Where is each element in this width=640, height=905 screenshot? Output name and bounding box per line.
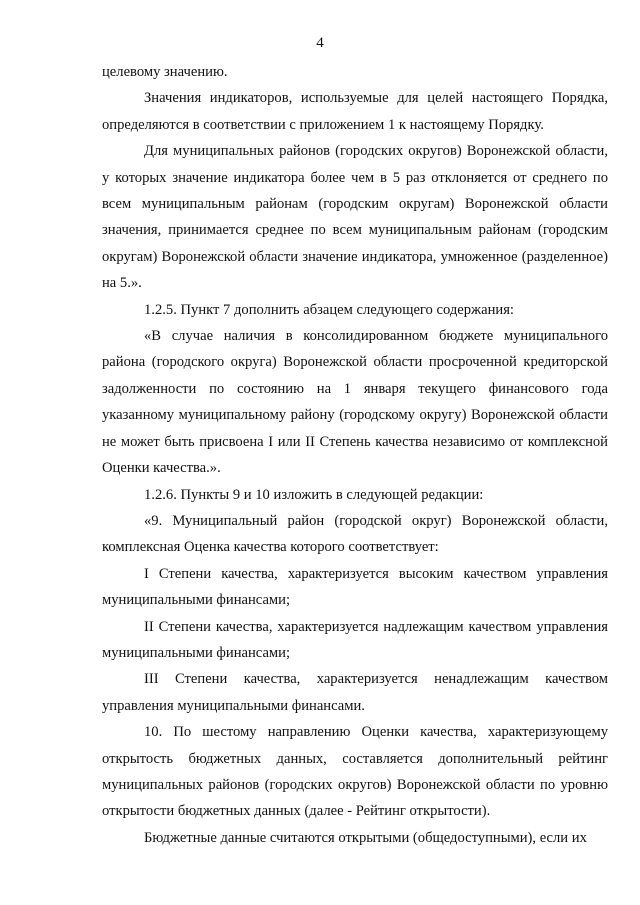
paragraph-degree-1: I Степени качества, характеризуется высоким качеством управления муниципальными финансами; xyxy=(102,565,608,609)
paragraph-open-data: Бюджетные данные считаются открытыми (общедоступными), если их xyxy=(144,829,587,846)
paragraph-deviation-rule: Для муниципальных районов (городских округов) Воронежской области, у которых значение индикатора более чем в 5 раз отклоняется от среднего по всем муниципальным районам (городским округам) Воронежской области значения, принимается среднее по всем муниципальным районам (городским округам) Воронежской области значение индикатора, умноженное (разделенное) на 5.». xyxy=(102,143,608,292)
paragraph-item-1-2-5: 1.2.5. Пункт 7 дополнить абзацем следующего содержания: xyxy=(144,301,514,318)
document-body xyxy=(102,59,608,851)
paragraph-indicator-values: Значения индикаторов, используемые для целей настоящего Порядка, определяются в соответствии с приложением 1 к настоящему Порядку. xyxy=(102,90,608,133)
paragraph-degree-2: II Степени качества, характеризуется надлежащим качеством управления муниципальными финансами; xyxy=(102,618,608,661)
paragraph-degree-3: III Степени качества, характеризуется ненадлежащим качеством управления муниципальными финансами. xyxy=(102,671,608,714)
paragraph-item-10: 10. По шестому направлению Оценки качества, характеризующему открытость бюджетных данных, составляется дополнительный рейтинг муниципальных районов (городских округов) Воронежской области по уровню открытости бюджетных данных (далее - Рейтинг открытости). xyxy=(102,724,608,820)
page-number: 4 xyxy=(316,35,324,51)
paragraph-continuation: целевому значению. xyxy=(102,64,228,80)
paragraph-item-1-2-6: 1.2.6. Пункты 9 и 10 изложить в следующей редакции: xyxy=(144,486,484,503)
paragraph-overdue-debt-clause: «В случае наличия в консолидированном бюджете муниципального района (городского округа) Воронежской области просроченной кредиторской задолженности по состоянию на 1 января текущего финансового года указанному муниципальному району (городскому округу) Воронежской области не может быть присвоена I или II Степень качества независимо от комплексной Оценки качества.». xyxy=(102,328,608,477)
paragraph-item-9: «9. Муниципальный район (городской округ) Воронежской области, комплексная Оценка качества которого соответствует: xyxy=(102,512,608,556)
